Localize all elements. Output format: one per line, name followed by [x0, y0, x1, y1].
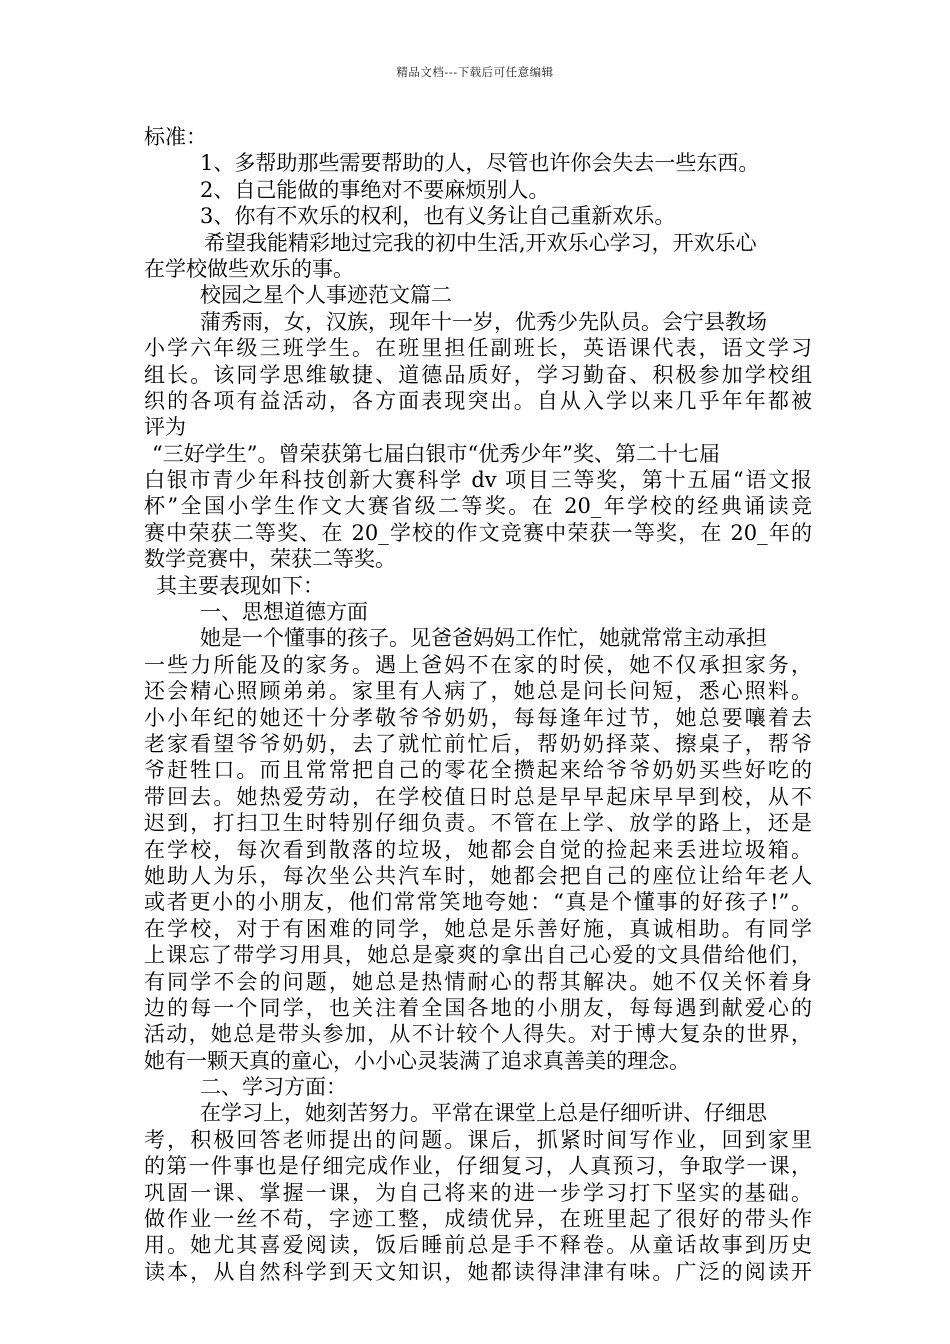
text-line: 迟到，打扫卫生时特别仔细负责。不管在上学、放学的路上，还是: [144, 811, 812, 836]
text-line: 一些力所能及的家务。遇上爸妈不在家的时侯，她不仅承担家务，: [144, 652, 812, 677]
text-line: 二、学习方面：: [200, 1075, 347, 1100]
text-line: 杯”全国小学生作文大赛省级二等奖。在 20_年学校的经典诵读竞: [144, 494, 812, 519]
text-line: 白银市青少年科技创新大赛科学 dv 项目三等奖，第十五届“语文报: [144, 468, 812, 493]
text-line: 有同学不会的问题，她总是热情耐心的帮其解决。她不仅关怀着身: [144, 969, 812, 994]
text-line: 上课忘了带学习用具，她总是豪爽的拿出自己心爱的文具借给他们，: [144, 943, 812, 968]
text-line: 活动，她总是带头参加，从不计较个人得失。对于博大复杂的世界，: [144, 1022, 812, 1047]
text-line: 做作业一丝不苟，字迹工整，成绩优异，在班里起了很好的带头作: [144, 1207, 812, 1232]
text-line: 一、思想道德方面: [200, 600, 368, 625]
text-line: 数学竞赛中，荣获二等奖。: [144, 547, 396, 572]
text-line: 织的各项有益活动，各方面表现突出。自从入学以来几乎年年都被: [144, 388, 812, 413]
text-line: 在学习上，她刻苦努力。平常在课堂上总是仔细听讲、仔细思: [200, 1101, 767, 1126]
text-line: 老家看望爷爷奶奶，去了就忙前忙后，帮奶奶择菜、擦桌子，帮爷: [144, 731, 812, 756]
text-line: 2、自己能做的事绝对不要麻烦别人。: [200, 177, 550, 202]
text-line: 其主要表现如下：: [156, 573, 324, 598]
text-line: 蒲秀雨，女，汉族，现年十一岁，优秀少先队员。会宁县教场: [200, 309, 767, 334]
text-line: 评为: [144, 415, 186, 440]
text-line: 爷赶牲口。而且常常把自己的零花全攒起来给爷爷奶奶买些好吃的: [144, 758, 812, 783]
page-header: 精品文档---下载后可任意编辑: [396, 65, 554, 79]
text-line: 在学校做些欢乐的事。: [144, 256, 354, 281]
text-line: 校园之星个人事迹范文篇二: [200, 283, 452, 308]
text-line: 用。她尤其喜爱阅读，饭后睡前总是手不释卷。从童话故事到历史: [144, 1233, 812, 1258]
text-line: 她助人为乐，每次坐公共汽车时，她都会把自己的座位让给年老人: [144, 863, 812, 888]
text-line: “三好学生”。曾荣获第七届白银市“优秀少年”奖、第二十七届: [152, 441, 720, 466]
text-line: 赛中荣获二等奖、在 20_学校的作文竞赛中荣获一等奖，在 20_年的: [144, 520, 812, 545]
text-line: 还会精心照顾弟弟。家里有人病了，她总是问长问短，悉心照料。: [144, 679, 812, 704]
text-line: 3、你有不欢乐的权利，也有义务让自己重新欢乐。: [200, 204, 676, 229]
text-line: 的第一件事也是仔细完成作业，仔细复习，人真预习，争取学一课，: [144, 1154, 812, 1179]
text-line: 她是一个懂事的孩子。见爸爸妈妈工作忙，她就常常主动承担: [200, 626, 767, 651]
text-line: 标准：: [144, 125, 207, 149]
text-line: 小小年纪的她还十分孝敬爷爷奶奶，每每逢年过节，她总要嚷着去: [144, 705, 812, 730]
text-line: 在学校，每次看到散落的垃圾，她都会自觉的捡起来丢进垃圾箱。: [144, 837, 812, 862]
text-line: 她有一颗天真的童心，小小心灵装满了追求真善美的理念。: [144, 1048, 690, 1073]
text-line: 组长。该同学思维敏捷、道德品质好，学习勤奋、积极参加学校组: [144, 362, 812, 387]
document-body: [144, 124, 812, 1285]
text-line: 在学校，对于有困难的同学，她总是乐善好施，真诚相助。有同学: [144, 916, 812, 941]
text-line: 小学六年级三班学生。在班里担任副班长，英语课代表，语文学习: [144, 336, 812, 361]
text-line: 希望我能精彩地过完我的初中生活,开欢乐心学习，开欢乐心: [204, 230, 757, 255]
text-line: 边的每一个同学，也关注着全国各地的小朋友，每每遇到献爱心的: [144, 995, 812, 1020]
text-line: 读本，从自然科学到天文知识，她都读得津津有味。广泛的阅读开: [144, 1259, 812, 1284]
text-line: 带回去。她热爱劳动，在学校值日时总是早早起床早早到校，从不: [144, 784, 812, 809]
text-line: 考，积极回答老师提出的问题。课后，抓紧时间写作业，回到家里: [144, 1127, 812, 1152]
text-line: 巩固一课、掌握一课，为自己将来的进一步学习打下坚实的基础。: [144, 1180, 812, 1205]
text-line: 或者更小的小朋友，他们常常笑地夸她：“真是个懂事的好孩子!”。: [144, 890, 812, 915]
text-line: 1、多帮助那些需要帮助的人，尽管也许你会失去一些东西。: [200, 151, 760, 176]
